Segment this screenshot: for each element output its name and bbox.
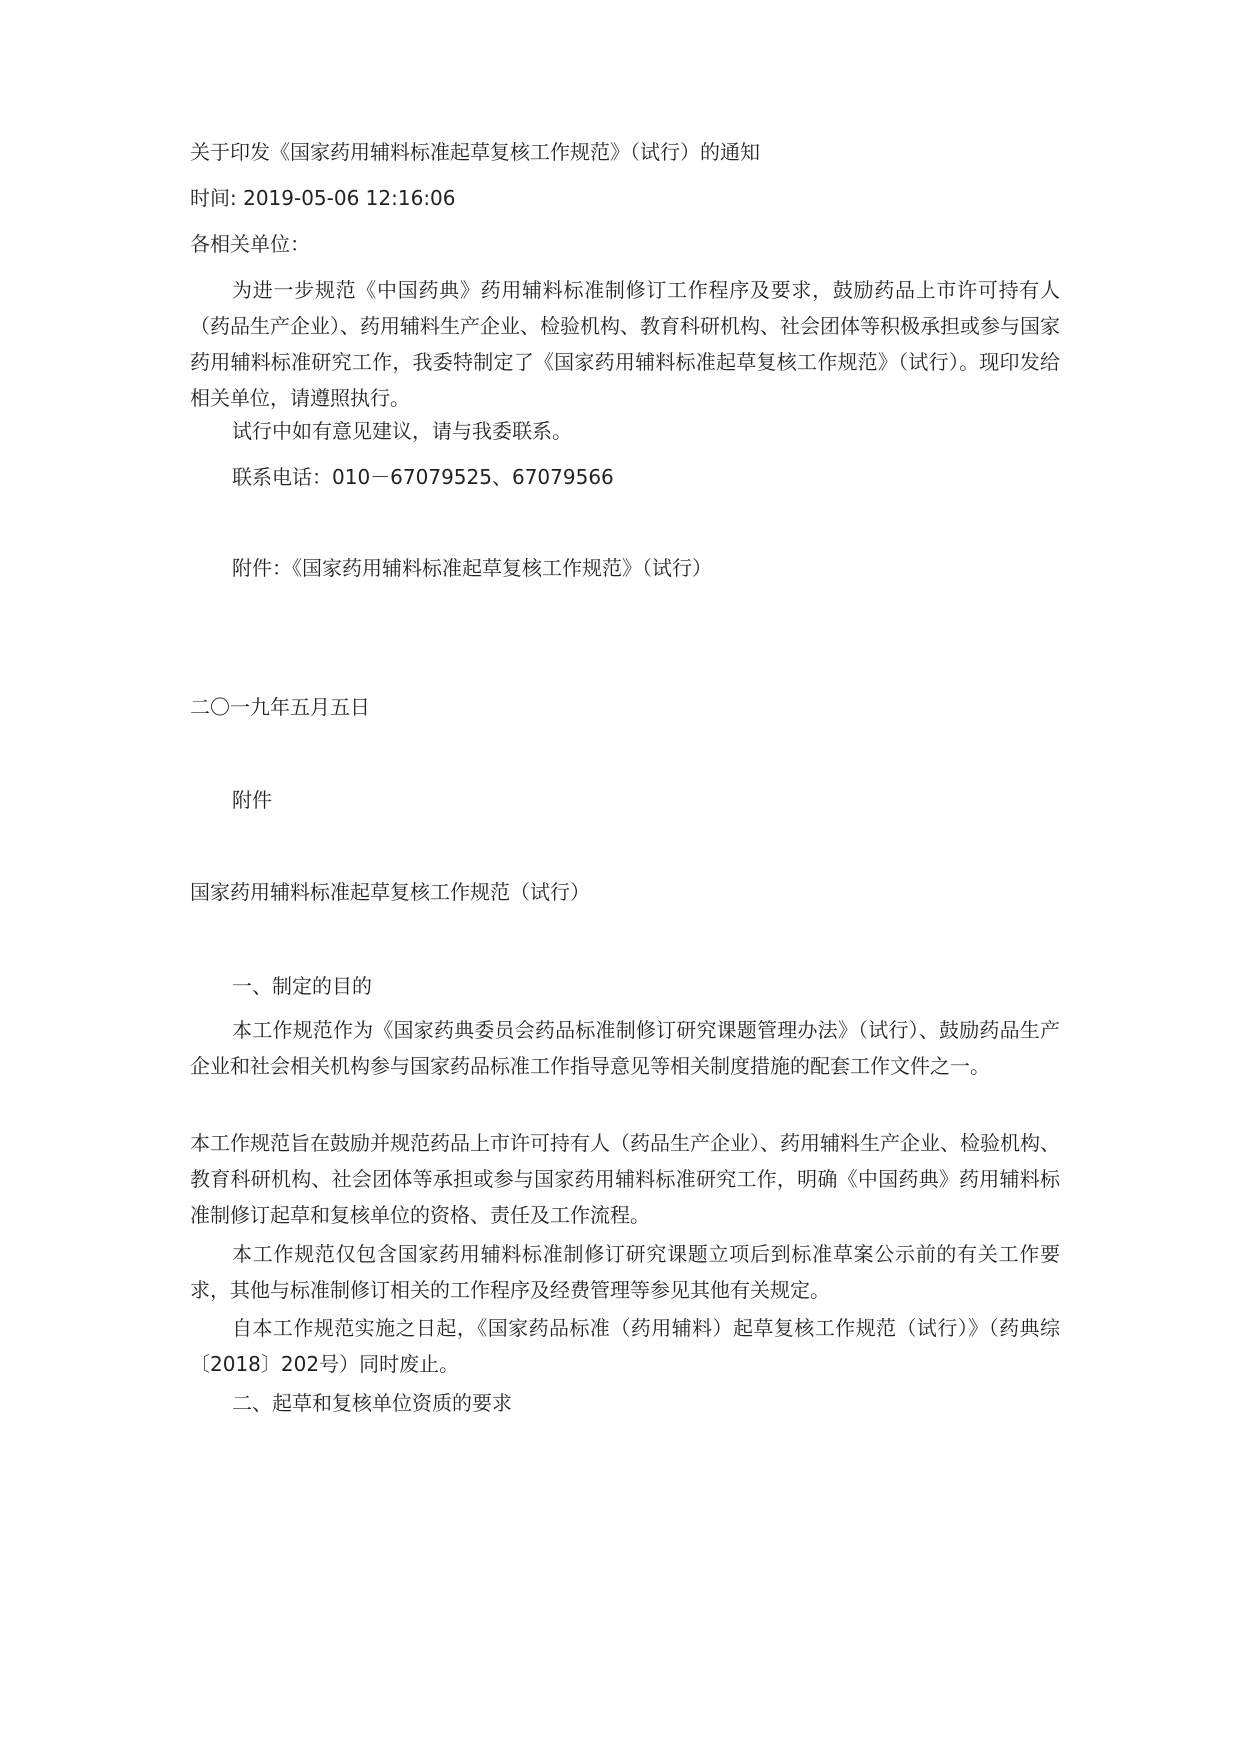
section-1-paragraph-2: 本工作规范旨在鼓励并规范药品上市许可持有人（药品生产企业）、药用辅料生产企业、检验机构、教育科研机构、社会团体等承担或参与国家药用辅料标准研究工作，明确《中国药典》药用辅料标准制修订起草和复核单位的资格、责任及工作流程。	[190, 1131, 1060, 1227]
section-1-heading: 一、制定的目的	[232, 974, 372, 998]
section-1-paragraph-3: 本工作规范仅包含国家药用辅料标准制修订研究课题立项后到标准草案公示前的有关工作要求，其他与标准制修订相关的工作程序及经费管理等参见其他有关规定。	[190, 1242, 1060, 1302]
contact-phone: 联系电话：010－67079525、67079566	[232, 465, 614, 489]
salutation: 各相关单位：	[190, 232, 310, 256]
section-1-paragraph-4: 自本工作规范实施之日起，《国家药品标准（药用辅料）起草复核工作规范（试行）》（药典综〔2018〕202号）同时废止。	[190, 1316, 1060, 1376]
signing-date: 二〇一九年五月五日	[190, 695, 370, 719]
publish-time: 时间: 2019-05-06 12:16:06	[190, 186, 456, 210]
attachment-reference: 附件：《国家药用辅料标准起草复核工作规范》（试行）	[232, 556, 712, 580]
section-1-paragraph-1: 本工作规范作为《国家药典委员会药品标准制修订研究课题管理办法》（试行）、鼓励药品生产企业和社会相关机构参与国家药品标准工作指导意见等相关制度措施的配套工作文件之一。	[190, 1018, 1060, 1078]
notice-paragraph-2: 试行中如有意见建议，请与我委联系。	[232, 419, 572, 443]
section-2-heading: 二、起草和复核单位资质的要求	[232, 1391, 512, 1415]
spec-title: 国家药用辅料标准起草复核工作规范（试行）	[190, 880, 590, 904]
notice-title: 关于印发《国家药用辅料标准起草复核工作规范》（试行）的通知	[190, 140, 760, 164]
attachment-label: 附件	[232, 788, 272, 812]
notice-paragraph-1: 为进一步规范《中国药典》药用辅料标准制修订工作程序及要求，鼓励药品上市许可持有人（药品生产企业）、药用辅料生产企业、检验机构、教育科研机构、社会团体等积极承担或参与国家药用辅料标准研究工作，我委特制定了《国家药用辅料标准起草复核工作规范》（试行）。现印发给相关单位，请遵照执行。	[190, 278, 1060, 410]
